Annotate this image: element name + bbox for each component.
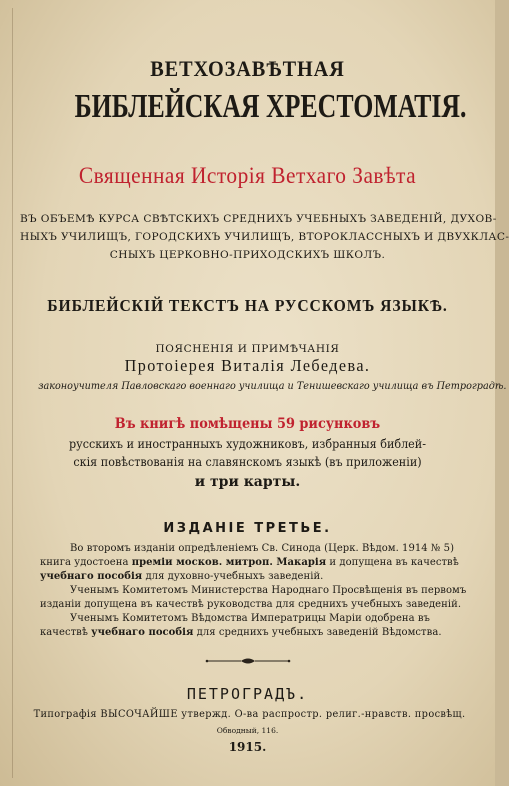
title-line-1: ВЕТХОЗАВѢТНАЯ — [150, 56, 345, 81]
edition-label: ИЗДАНІЕ ТРЕТЬЕ. — [163, 521, 332, 536]
scope-line-1: ВЪ ОБЪЕМѢ КУРСА СВѢТСКИХЪ СРЕДНИХЪ УЧЕБНЫХЪ ЗАВЕДЕНІЙ, ДУХОВ- — [20, 213, 497, 225]
illustrations-line-4: и три карты. — [194, 474, 301, 490]
printer-address: Обводный, 116. — [216, 726, 279, 735]
bible-text-heading: БИБЛЕЙСКІЙ ТЕКСТЪ НА РУССКОМЪ ЯЗЫКѢ. — [47, 296, 448, 315]
note-line-1: Во второмъ изданіи опредѣленіемъ Св. Синода (Церк. Вѣдом. 1914 № 5) — [70, 543, 455, 554]
note-line-2: книга удостоена преміи москов. митроп. Макарія и допущена въ качествѣ — [40, 557, 459, 568]
note-line-5: изданіи допущена въ качествѣ руководства для среднихъ учебныхъ заведеній. — [40, 599, 462, 610]
printer: Типографія ВЫСОЧАЙШЕ утвержд. О-ва распростр. религ.-нравств. просвѣщ. — [33, 708, 466, 720]
city: ПЕТРОГРАДЪ. — [186, 685, 309, 703]
year: 1915. — [228, 740, 267, 754]
title-line-2: БИБЛЕЙСКАЯ ХРЕСТОМАТІЯ. — [74, 88, 467, 125]
ornament-divider-icon — [205, 656, 291, 666]
explanations-label: ПОЯСНЕНІЯ И ПРИМѢЧАНІЯ — [155, 343, 340, 355]
illustrations-line-2: русскихъ и иностранныхъ художниковъ, избранныя библей- — [68, 437, 427, 451]
illustrations-headline: Въ книгѣ помѣщены 59 рисунковъ — [114, 416, 381, 432]
author-title: законоучителя Павловскаго военнаго училища и Тенишевскаго училища въ Петроградѣ. — [38, 380, 507, 392]
subtitle: Священная Исторія Ветхаго Завѣта — [78, 163, 417, 188]
illustrations-line-3: скія повѣствованія на славянскомъ языкѣ (въ приложеніи) — [73, 455, 422, 469]
note-line-6: Ученымъ Комитетомъ Вѣдомства Императрицы Маріи одобрена въ — [70, 613, 430, 624]
scope-line-2: НЫХЪ УЧИЛИЩЪ, ГОРОДСКИХЪ УЧИЛИЩЪ, ВТОРОКЛАССНЫХЪ И ДВУХКЛАС- — [20, 231, 509, 243]
note-line-3: учебнаго пособія для духовно-учебныхъ заведеній. — [40, 571, 324, 582]
note-line-7: качествѣ учебнаго пособія для среднихъ учебныхъ заведеній Вѣдомства. — [40, 627, 442, 638]
note-line-4: Ученымъ Комитетомъ Министерства Народнаго Просвѣщенія въ первомъ — [70, 585, 467, 596]
scope-line-3: СНЫХЪ ЦЕРКОВНО-ПРИХОДСКИХЪ ШКОЛЪ. — [109, 249, 386, 261]
author-name: Протоіерея Виталія Лебедева. — [124, 356, 371, 375]
